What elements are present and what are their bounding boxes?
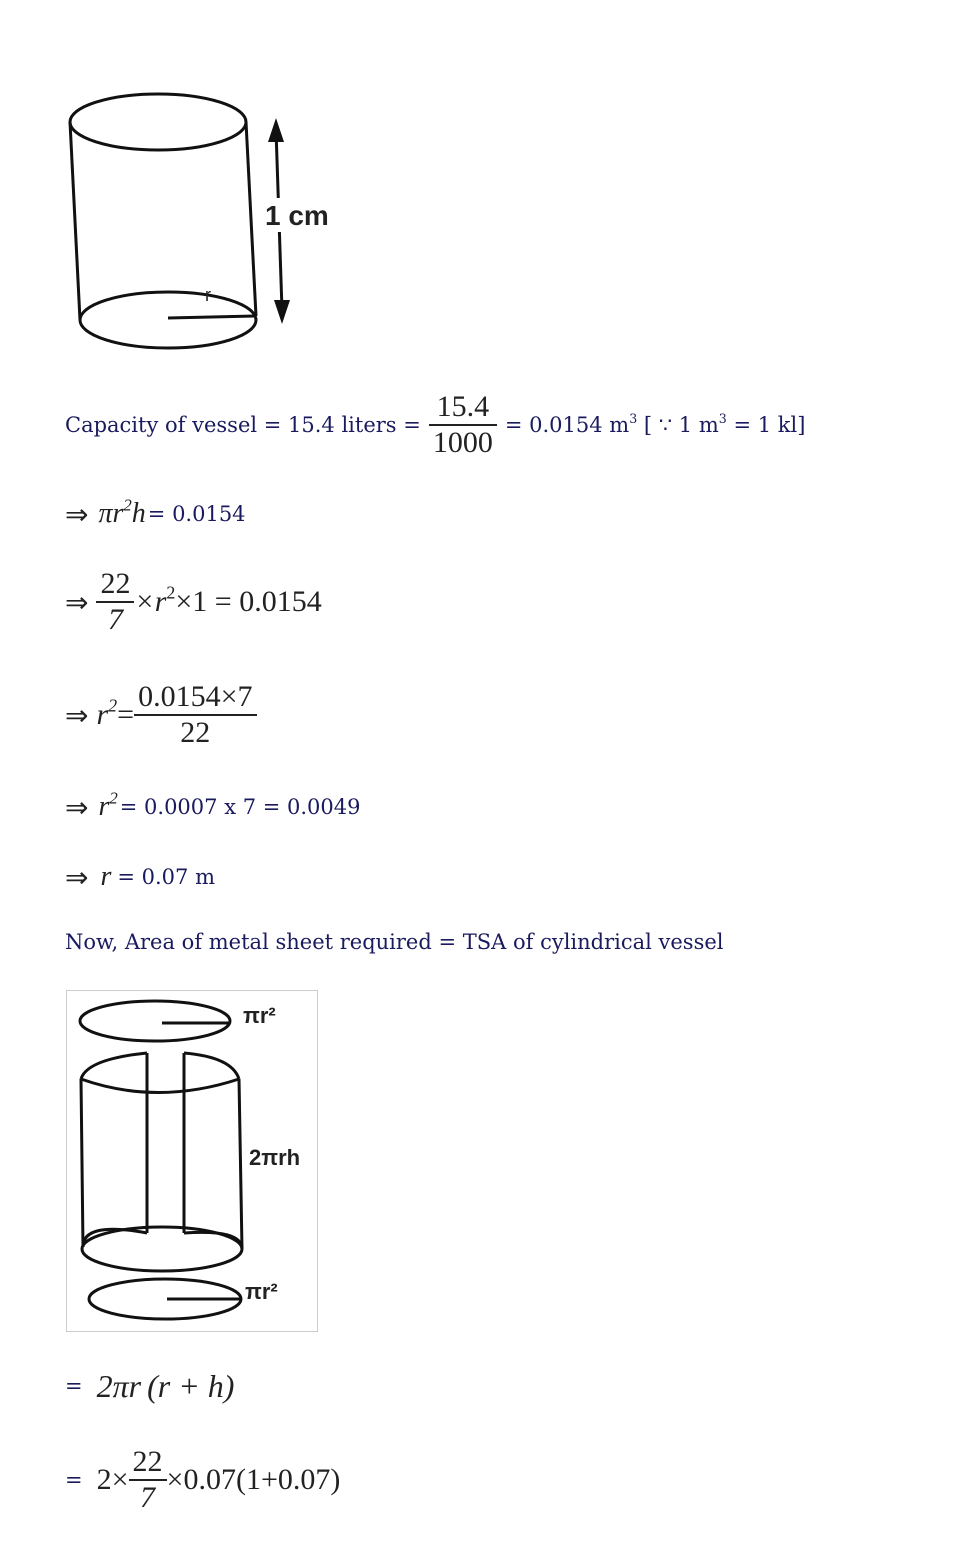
- volume-rhs: = 0.0154: [147, 502, 246, 526]
- radius-label: r: [205, 285, 211, 305]
- radius-symbol: r: [100, 861, 112, 892]
- area-statement: Now, Area of metal sheet required = TSA of cylindrical vessel: [65, 930, 724, 954]
- tsa-suffix: ×0.07(1+0.07): [166, 1463, 341, 1496]
- lateral-area-label: 2πrh: [249, 1145, 301, 1170]
- r-squared-value: = 0.0007 x 7 = 0.0049: [119, 795, 361, 819]
- fraction-numerator: 15.4: [436, 390, 490, 423]
- implies-arrow-icon: ⇒: [65, 860, 89, 894]
- radius-result-equation: [65, 855, 215, 899]
- tsa-sum: (r + h): [147, 1367, 235, 1404]
- r-squared: $r^2$: [98, 788, 118, 822]
- bottom-area-label: πr²: [245, 1279, 278, 1304]
- exploded-cylinder-figure: [66, 990, 318, 1332]
- volume-lhs: $\pi r^2h$: [98, 495, 146, 529]
- equals-sign: =: [65, 1374, 83, 1398]
- substitution-rest: $\times r^2\times 1 = 0.0154$: [134, 582, 322, 618]
- capacity-line: [65, 380, 805, 470]
- radius-value: = 0.07 m: [117, 865, 215, 889]
- r-squared: $r^2$: [96, 695, 118, 731]
- equals-sign: =: [65, 1468, 83, 1492]
- height-label: 1 cm: [265, 200, 329, 231]
- pi-fraction: $\frac{22}{7}$: [96, 567, 134, 637]
- capacity-text: Capacity of vessel = 15.4 liters =: [65, 413, 421, 437]
- volume-equation: [65, 492, 246, 536]
- implies-arrow-icon: ⇒: [65, 497, 89, 531]
- equals-sign: =: [117, 698, 135, 731]
- capacity-fraction: [429, 390, 497, 460]
- tsa-formula: [65, 1362, 234, 1410]
- implies-arrow-icon: ⇒: [65, 698, 89, 732]
- fraction-denominator: 1000: [432, 426, 493, 459]
- cylinder-figure: [60, 80, 350, 360]
- capacity-result: = 0.0154 $m^3$ [ ∵ 1 $m^3 = 1$ kl]: [504, 411, 806, 437]
- r-squared-fraction: $\frac{0.0154\times 7}{22}$: [134, 680, 256, 750]
- tsa-factor: 2πr: [96, 1367, 142, 1404]
- r-squared-value-equation: [65, 785, 361, 829]
- r-squared-fraction-equation: [65, 675, 257, 755]
- implies-arrow-icon: ⇒: [65, 585, 89, 619]
- substitution-equation: [65, 562, 322, 642]
- pi-fraction: $\frac{22}{7}$: [129, 1445, 167, 1515]
- tsa-substitution: [65, 1440, 340, 1520]
- top-area-label: πr²: [243, 1003, 276, 1028]
- tsa-prefix: 2×: [96, 1463, 129, 1496]
- implies-arrow-icon: ⇒: [65, 790, 89, 824]
